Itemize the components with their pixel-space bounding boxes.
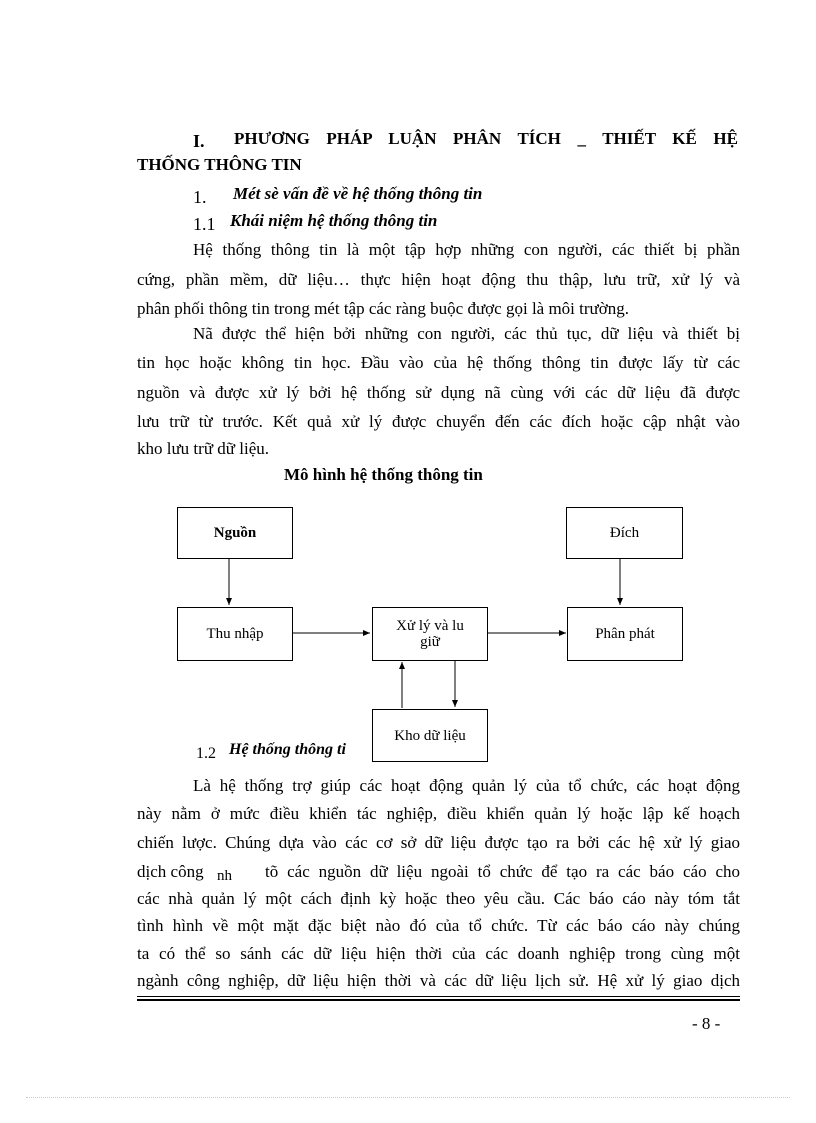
heading-title-line1: PHƯƠNG PHÁP LUẬN PHÂN TÍCH _ THIẾT KẾ HỆ	[234, 129, 738, 148]
diagram-box-process	[372, 607, 488, 661]
section-number: 1.	[193, 187, 207, 207]
diagram-box-input: Thu nhập	[177, 607, 293, 661]
heading-number: I.	[193, 131, 205, 151]
paragraph-line: phân phối thông tin trong mét tập các ràng buộc được gọi là môi trường.	[137, 299, 629, 318]
page-bottom-divider	[26, 1097, 790, 1098]
diagram-box-storage: Kho dữ liệu	[372, 709, 488, 762]
paragraph-line: ta có thể so sánh các dữ liệu hiện thời của các doanh nghiệp trong cùng một	[137, 944, 740, 963]
section-title: Mét sè vấn đề về hệ thống thông tin	[233, 184, 483, 203]
paragraph-line: nguồn và được xử lý bởi hệ thống sử dụng nã cùng với các dữ liệu đã được	[137, 383, 740, 402]
paragraph-line: tin học hoặc không tin học. Đầu vào của hệ thống thông tin được lấy từ các	[137, 353, 740, 372]
paragraph-line: kho lưu trữ dữ liệu.	[137, 439, 269, 458]
process-label-line1: Xử lý và lu	[396, 618, 464, 634]
paragraph-line: tình hình về một mặt đặc biệt nào đó của tổ chức. Từ các báo cáo này chúng	[137, 916, 740, 935]
diagram-title: Mô hình hệ thống thông tin	[284, 465, 483, 484]
paragraph-line: lưu trữ từ trước. Kết quả xử lý được chuyển đến các đích hoặc cập nhật vào	[137, 412, 740, 431]
paragraph-line: chiến lược. Chúng dựa vào các cơ sở dữ liệu được tạo ra bởi các hệ xử lý giao	[137, 833, 740, 852]
paragraph-line: ngành công nghiệp, dữ liệu hiện thời và các dữ liệu lịch sử. Hệ xử lý giao dịch	[137, 971, 740, 990]
paragraph-fragment: nh	[217, 868, 232, 884]
paragraph-line-start: dịch công	[137, 862, 204, 881]
paragraph-line: này nằm ở mức điều khiển tác nghiệp, điều khiển quản lý hoặc lập kế hoạch	[137, 804, 740, 823]
subsection-number-2: 1.2	[196, 745, 216, 762]
diagram-box-source: Nguồn	[177, 507, 293, 559]
subsection-title-2: Hệ thống thông ti	[229, 741, 346, 758]
subsection-title: Khái niệm hệ thống thông tin	[230, 211, 438, 230]
diagram-box-distribute: Phân phát	[567, 607, 683, 661]
paragraph-line: các nhà quản lý một cách định kỳ hoặc theo yêu cầu. Các báo cáo này tóm tắt	[137, 889, 740, 908]
heading-title-line2: THỐNG THÔNG TIN	[137, 155, 302, 174]
subsection-number: 1.1	[193, 214, 216, 234]
paragraph-line: tõ các nguồn dữ liệu ngoài tổ chức để tạo ra các báo cáo cho	[265, 862, 740, 881]
process-label-line2: giữ	[420, 634, 440, 650]
footer-rule-top	[137, 996, 740, 997]
paragraph-line: Nã được thể hiện bởi những con người, các thủ tục, dữ liệu và thiết bị	[193, 324, 740, 343]
paragraph-line: cứng, phần mềm, dữ liệu… thực hiện hoạt động thu thập, lưu trữ, xử lý và	[137, 270, 740, 289]
paragraph-line: Hệ thống thông tin là một tập hợp những con người, các thiết bị phần	[193, 240, 740, 259]
diagram-box-destination: Đích	[566, 507, 683, 559]
footer-rule-bottom	[137, 999, 740, 1001]
page-number: - 8 -	[692, 1014, 721, 1033]
paragraph-line: Là hệ thống trợ giúp các hoạt động quản lý của tổ chức, các hoạt động	[193, 776, 740, 795]
